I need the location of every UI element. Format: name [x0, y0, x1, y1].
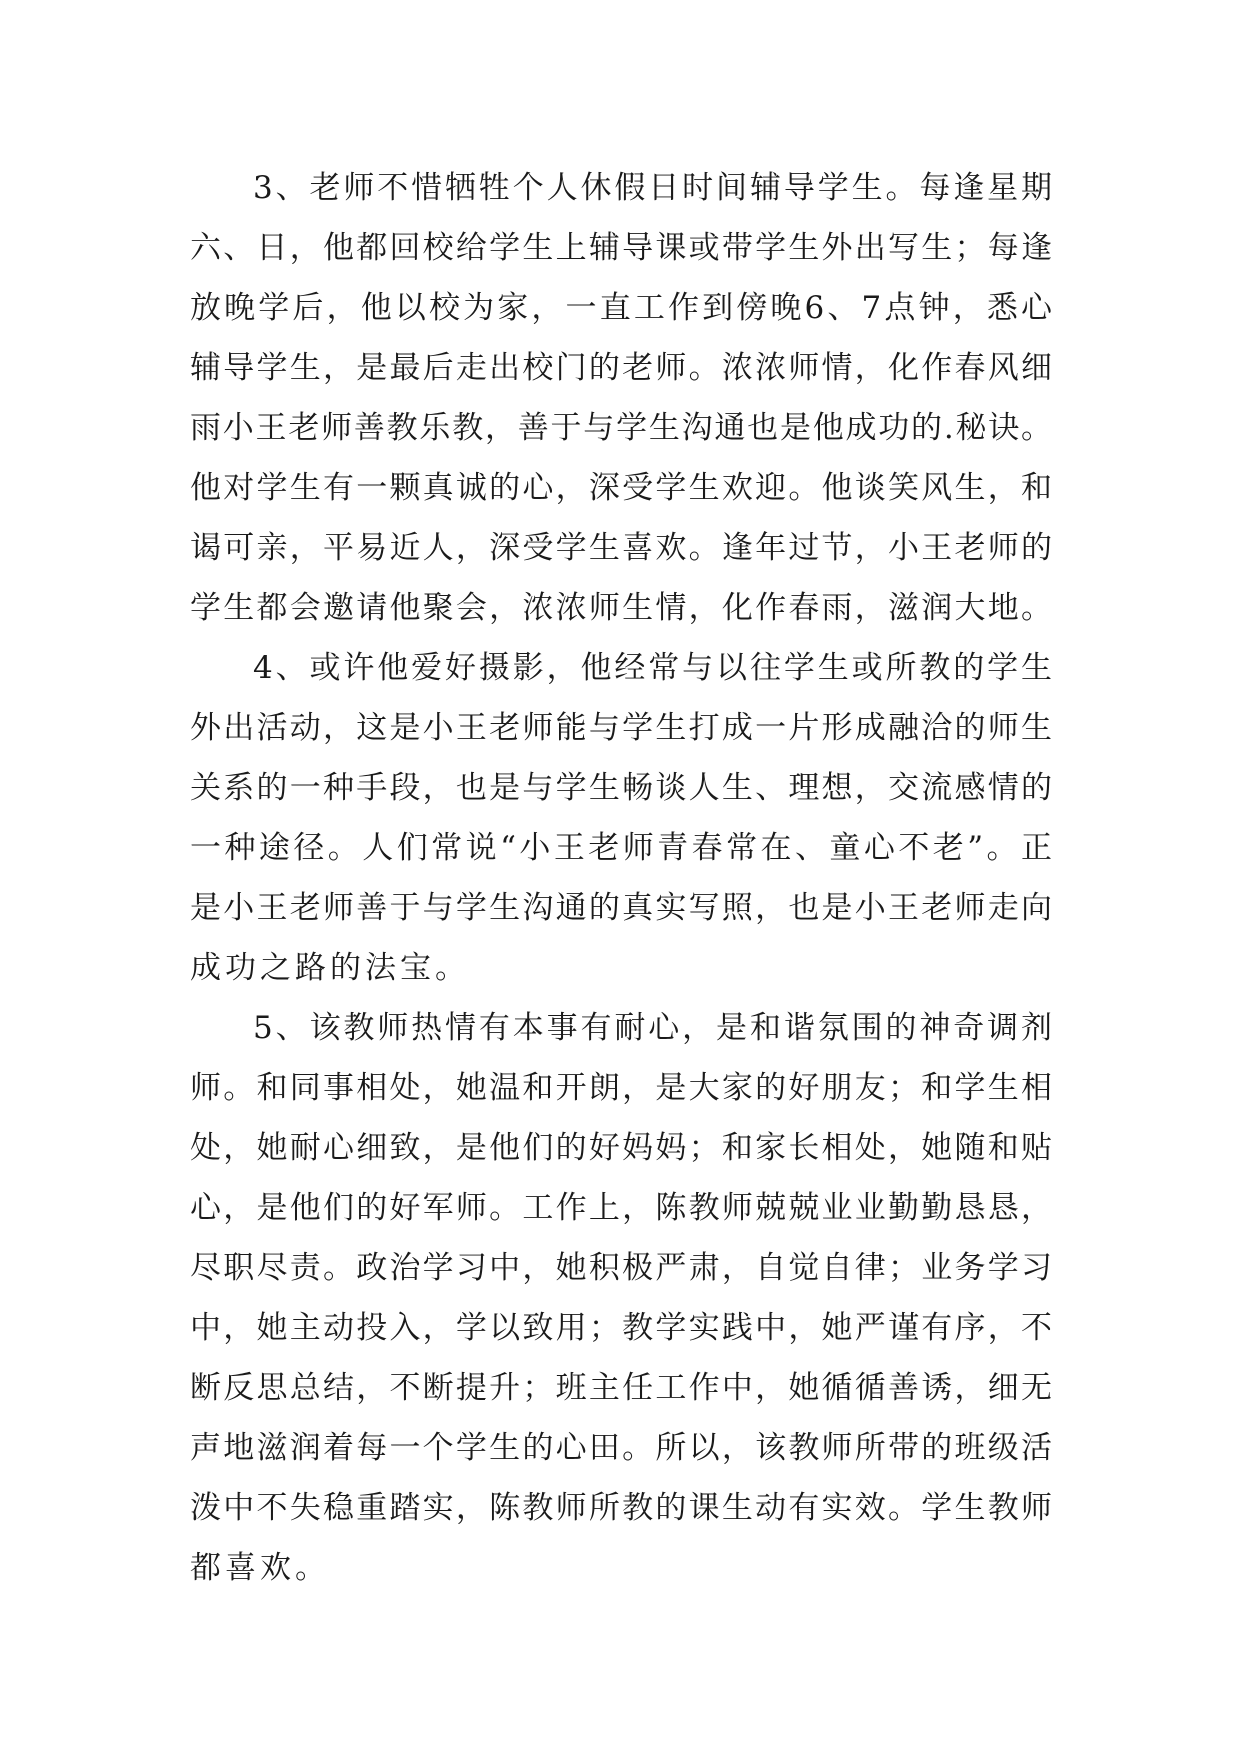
paragraph-line: 学生都会邀请他聚会，浓浓师生情，化作春雨，滋润大地。 [190, 590, 1052, 626]
paragraph-line: 雨小王老师善教乐教，善于与学生沟通也是他成功的.秘诀。 [190, 410, 1052, 446]
paragraph-line: 是小王老师善于与学生沟通的真实写照，也是小王老师走向 [190, 890, 1052, 926]
paragraph-line: 泼中不失稳重踏实，陈教师所教的课生动有实效。学生教师 [190, 1490, 1052, 1526]
paragraph-line: 中，她主动投入，学以致用；教学实践中，她严谨有序，不 [190, 1310, 1052, 1346]
paragraph-line: 六、日，他都回校给学生上辅导课或带学生外出写生；每逢 [190, 230, 1052, 266]
paragraph-line: 断反思总结，不断提升；班主任工作中，她循循善诱，细无 [190, 1370, 1052, 1406]
paragraph-line: 辅导学生，是最后走出校门的老师。浓浓师情，化作春风细 [190, 350, 1052, 386]
paragraph-line: 一种途径。人们常说“小王老师青春常在、童心不老”。正 [190, 830, 1052, 866]
paragraph-line: 都喜欢。 [190, 1550, 330, 1586]
paragraph-line: 4、或许他爱好摄影，他经常与以往学生或所教的学生 [253, 650, 1052, 686]
paragraph-line: 外出活动，这是小王老师能与学生打成一片形成融洽的师生 [190, 710, 1052, 746]
paragraph-line: 关系的一种手段，也是与学生畅谈人生、理想，交流感情的 [190, 770, 1052, 806]
paragraph-line: 声地滋润着每一个学生的心田。所以，该教师所带的班级活 [190, 1430, 1052, 1466]
paragraph-line: 他对学生有一颗真诚的心，深受学生欢迎。他谈笑风生，和 [190, 470, 1052, 506]
paragraph-line: 成功之路的法宝。 [190, 950, 470, 986]
paragraph-line: 处，她耐心细致，是他们的好妈妈；和家长相处，她随和贴 [190, 1130, 1052, 1166]
paragraph-line: 师。和同事相处，她温和开朗，是大家的好朋友；和学生相 [190, 1070, 1052, 1106]
paragraph-line: 3、老师不惜牺牲个人休假日时间辅导学生。每逢星期 [253, 170, 1052, 206]
paragraph-line: 5、该教师热情有本事有耐心，是和谐氛围的神奇调剂 [253, 1010, 1052, 1046]
document-body [190, 158, 1052, 1598]
paragraph-line: 放晚学后，他以校为家，一直工作到傍晚6、7点钟，悉心 [190, 290, 1052, 326]
paragraph-line: 尽职尽责。政治学习中，她积极严肃，自觉自律；业务学习 [190, 1250, 1052, 1286]
paragraph-line: 谒可亲，平易近人，深受学生喜欢。逢年过节，小王老师的 [190, 530, 1052, 566]
paragraph-line: 心，是他们的好军师。工作上，陈教师兢兢业业勤勤恳恳， [190, 1190, 1052, 1226]
